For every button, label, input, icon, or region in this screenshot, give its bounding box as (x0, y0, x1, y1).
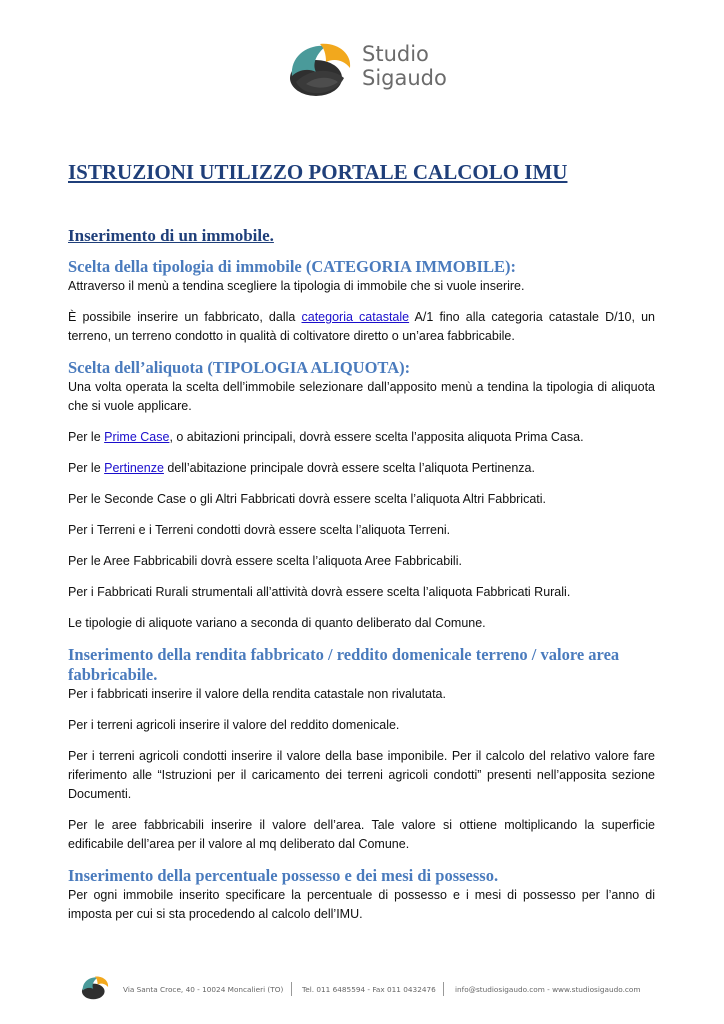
text-fragment: Per le (68, 430, 105, 444)
logo-text (362, 42, 447, 90)
page-title: ISTRUZIONI UTILIZZO PORTALE CALCOLO IMU (68, 160, 568, 184)
section-aliquota (68, 358, 655, 633)
heading-aliquota: Scelta dell’aliquota (TIPOLOGIA ALIQUOTA): (68, 358, 411, 377)
link-prime-case[interactable]: Prime Case (104, 430, 170, 444)
paragraph: Per i fabbricati inserire il valore della rendita catastale non rivalutata. (68, 687, 446, 701)
studio-sigaudo-logo (286, 38, 446, 100)
paragraph: Per i terreni agricoli condotti inserire il valore della base imponibile. Per il calcolo del relativo valore fare riferimento alle “Istruzioni per il caricamento dei terreni agricoli condotti” presenti nell’apposita sezione Documenti. (68, 749, 655, 801)
logo-mark-icon (286, 38, 354, 100)
section-categoria (68, 257, 655, 346)
logo-line-1: Studio (362, 42, 429, 66)
footer-phone: Tel. 011 6485594 - Fax 011 0432476 (302, 985, 436, 994)
paragraph: Per i Terreni e i Terreni condotti dovrà essere scelta l’aliquota Terreni. (68, 523, 451, 537)
paragraph: Attraverso il menù a tendina scegliere la tipologia di immobile che si vuole inserire. (68, 279, 525, 293)
text-fragment: dell’abitazione principale dovrà essere scelta l’aliquota Pertinenza. (163, 461, 535, 475)
paragraph: Per le aree fabbricabili inserire il valore dell’area. Tale valore si ottiene moltiplicando la superficie edificabile dell’area per il valore al mq deliberato dal Comune. (68, 818, 655, 851)
page-footer (80, 972, 660, 1002)
footer-divider (291, 982, 292, 996)
section-rendita (68, 645, 655, 854)
logo-line-2: Sigaudo (362, 66, 447, 90)
heading-possesso: Inserimento della percentuale possesso e dei mesi di possesso. (68, 866, 499, 885)
paragraph: Per ogni immobile inserito specificare la percentuale di possesso e i mesi di possesso per l’anno di imposta per cui si sta procedendo al calcolo dell’IMU. (68, 888, 655, 921)
footer-address: Via Santa Croce, 40 - 10024 Moncalieri (TO) (123, 985, 284, 994)
heading-rendita: Inserimento della rendita fabbricato / reddito domenicale terreno / valore area fabbricabile. (68, 645, 620, 684)
paragraph: Per le Seconde Case o gli Altri Fabbricati dovrà essere scelta l’aliquota Altri Fabbricati. (68, 492, 547, 506)
text-fragment: Per le (68, 461, 105, 475)
link-categoria-catastale[interactable]: categoria catastale (301, 310, 410, 324)
heading-categoria: Scelta della tipologia di immobile (CATEGORIA IMMOBILE): (68, 257, 516, 276)
paragraph (68, 428, 655, 447)
link-pertinenze[interactable]: Pertinenze (104, 461, 164, 475)
footer-contact[interactable]: info@studiosigaudo.com - www.studiosigaudo.com (455, 985, 641, 994)
paragraph: Per le Aree Fabbricabili dovrà essere scelta l’aliquota Aree Fabbricabili. (68, 554, 462, 568)
paragraph: Per i Fabbricati Rurali strumentali all’attività dovrà essere scelta l’aliquota Fabbricati Rurali. (68, 585, 571, 599)
text-fragment: È possibile inserire un fabbricato, dalla (68, 310, 302, 324)
footer-divider (443, 982, 444, 996)
section-subtitle: Inserimento di un immobile. (68, 226, 274, 245)
paragraph (68, 308, 655, 346)
document-body (68, 158, 655, 936)
text-fragment: , o abitazioni principali, dovrà essere scelta l’apposita aliquota Prima Casa. (169, 430, 584, 444)
text-fragment: A/1 fino alla categoria catastale D/10, un terreno, un terreno condotto in qualità di coltivatore diretto o un’area fabbricabile. (68, 310, 655, 343)
paragraph (68, 459, 655, 478)
section-possesso (68, 866, 655, 924)
paragraph: Una volta operata la scelta dell’immobile selezionare dall’apposito menù a tendina la tipologia di aliquota che si vuole applicare. (68, 380, 655, 413)
paragraph: Per i terreni agricoli inserire il valore del reddito domenicale. (68, 718, 400, 732)
footer-logo-icon (80, 974, 110, 1001)
paragraph: Le tipologie di aliquote variano a seconda di quanto deliberato dal Comune. (68, 616, 486, 630)
